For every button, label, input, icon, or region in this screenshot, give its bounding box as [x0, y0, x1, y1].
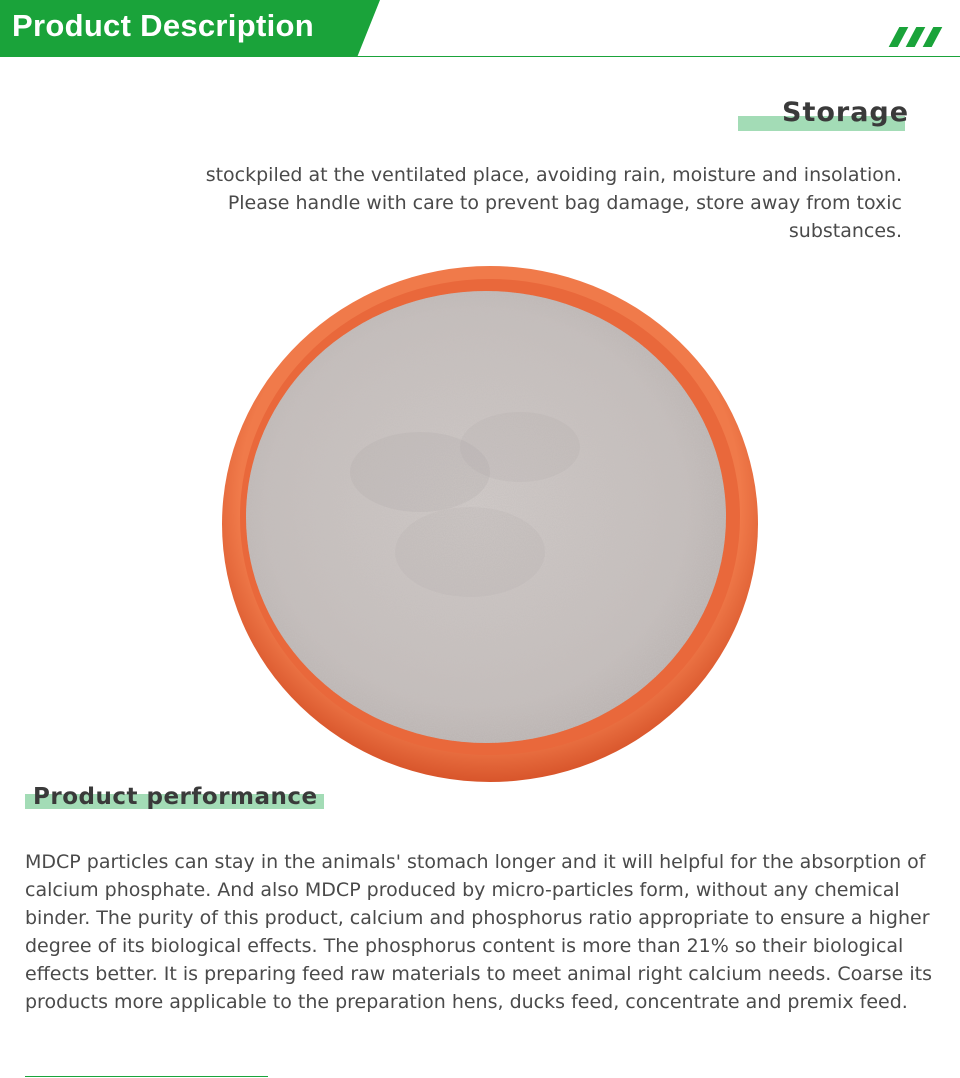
pile-shadow: [395, 507, 545, 597]
section-header: [0, 0, 960, 60]
storage-text: stockpiled at the ventilated place, avoiding rain, moisture and insolation. Please handle with care to prevent bag damage, store away from toxic substances.: [205, 164, 902, 242]
slashes-decoration-icon: [888, 27, 944, 47]
bottom-divider: [25, 1076, 268, 1077]
plate-of-granules-image: [220, 262, 760, 784]
slash-mark: [889, 27, 909, 47]
storage-heading: Storage: [782, 97, 910, 128]
performance-text: MDCP particles can stay in the animals' stomach longer and it will helpful for the absorption of calcium phosphate. And also MDCP produced by micro-particles form, without any chemical binder. The purity of this product, calcium and phosphorus ratio appropriate to ensure a higher degree of its biological effects. The phosphorus content is more than 21% so their biological effects better. It is preparing feed raw materials to meet animal right calcium needs. Coarse its products more applicable to the preparation hens, ducks feed, concentrate and premix feed.: [25, 851, 932, 1013]
header-divider: [352, 56, 960, 57]
pile-shadow: [460, 412, 580, 482]
slash-mark: [923, 27, 943, 47]
header-title: Product Description: [12, 8, 314, 43]
performance-heading: Product performance: [33, 784, 318, 810]
slash-mark: [906, 27, 926, 47]
